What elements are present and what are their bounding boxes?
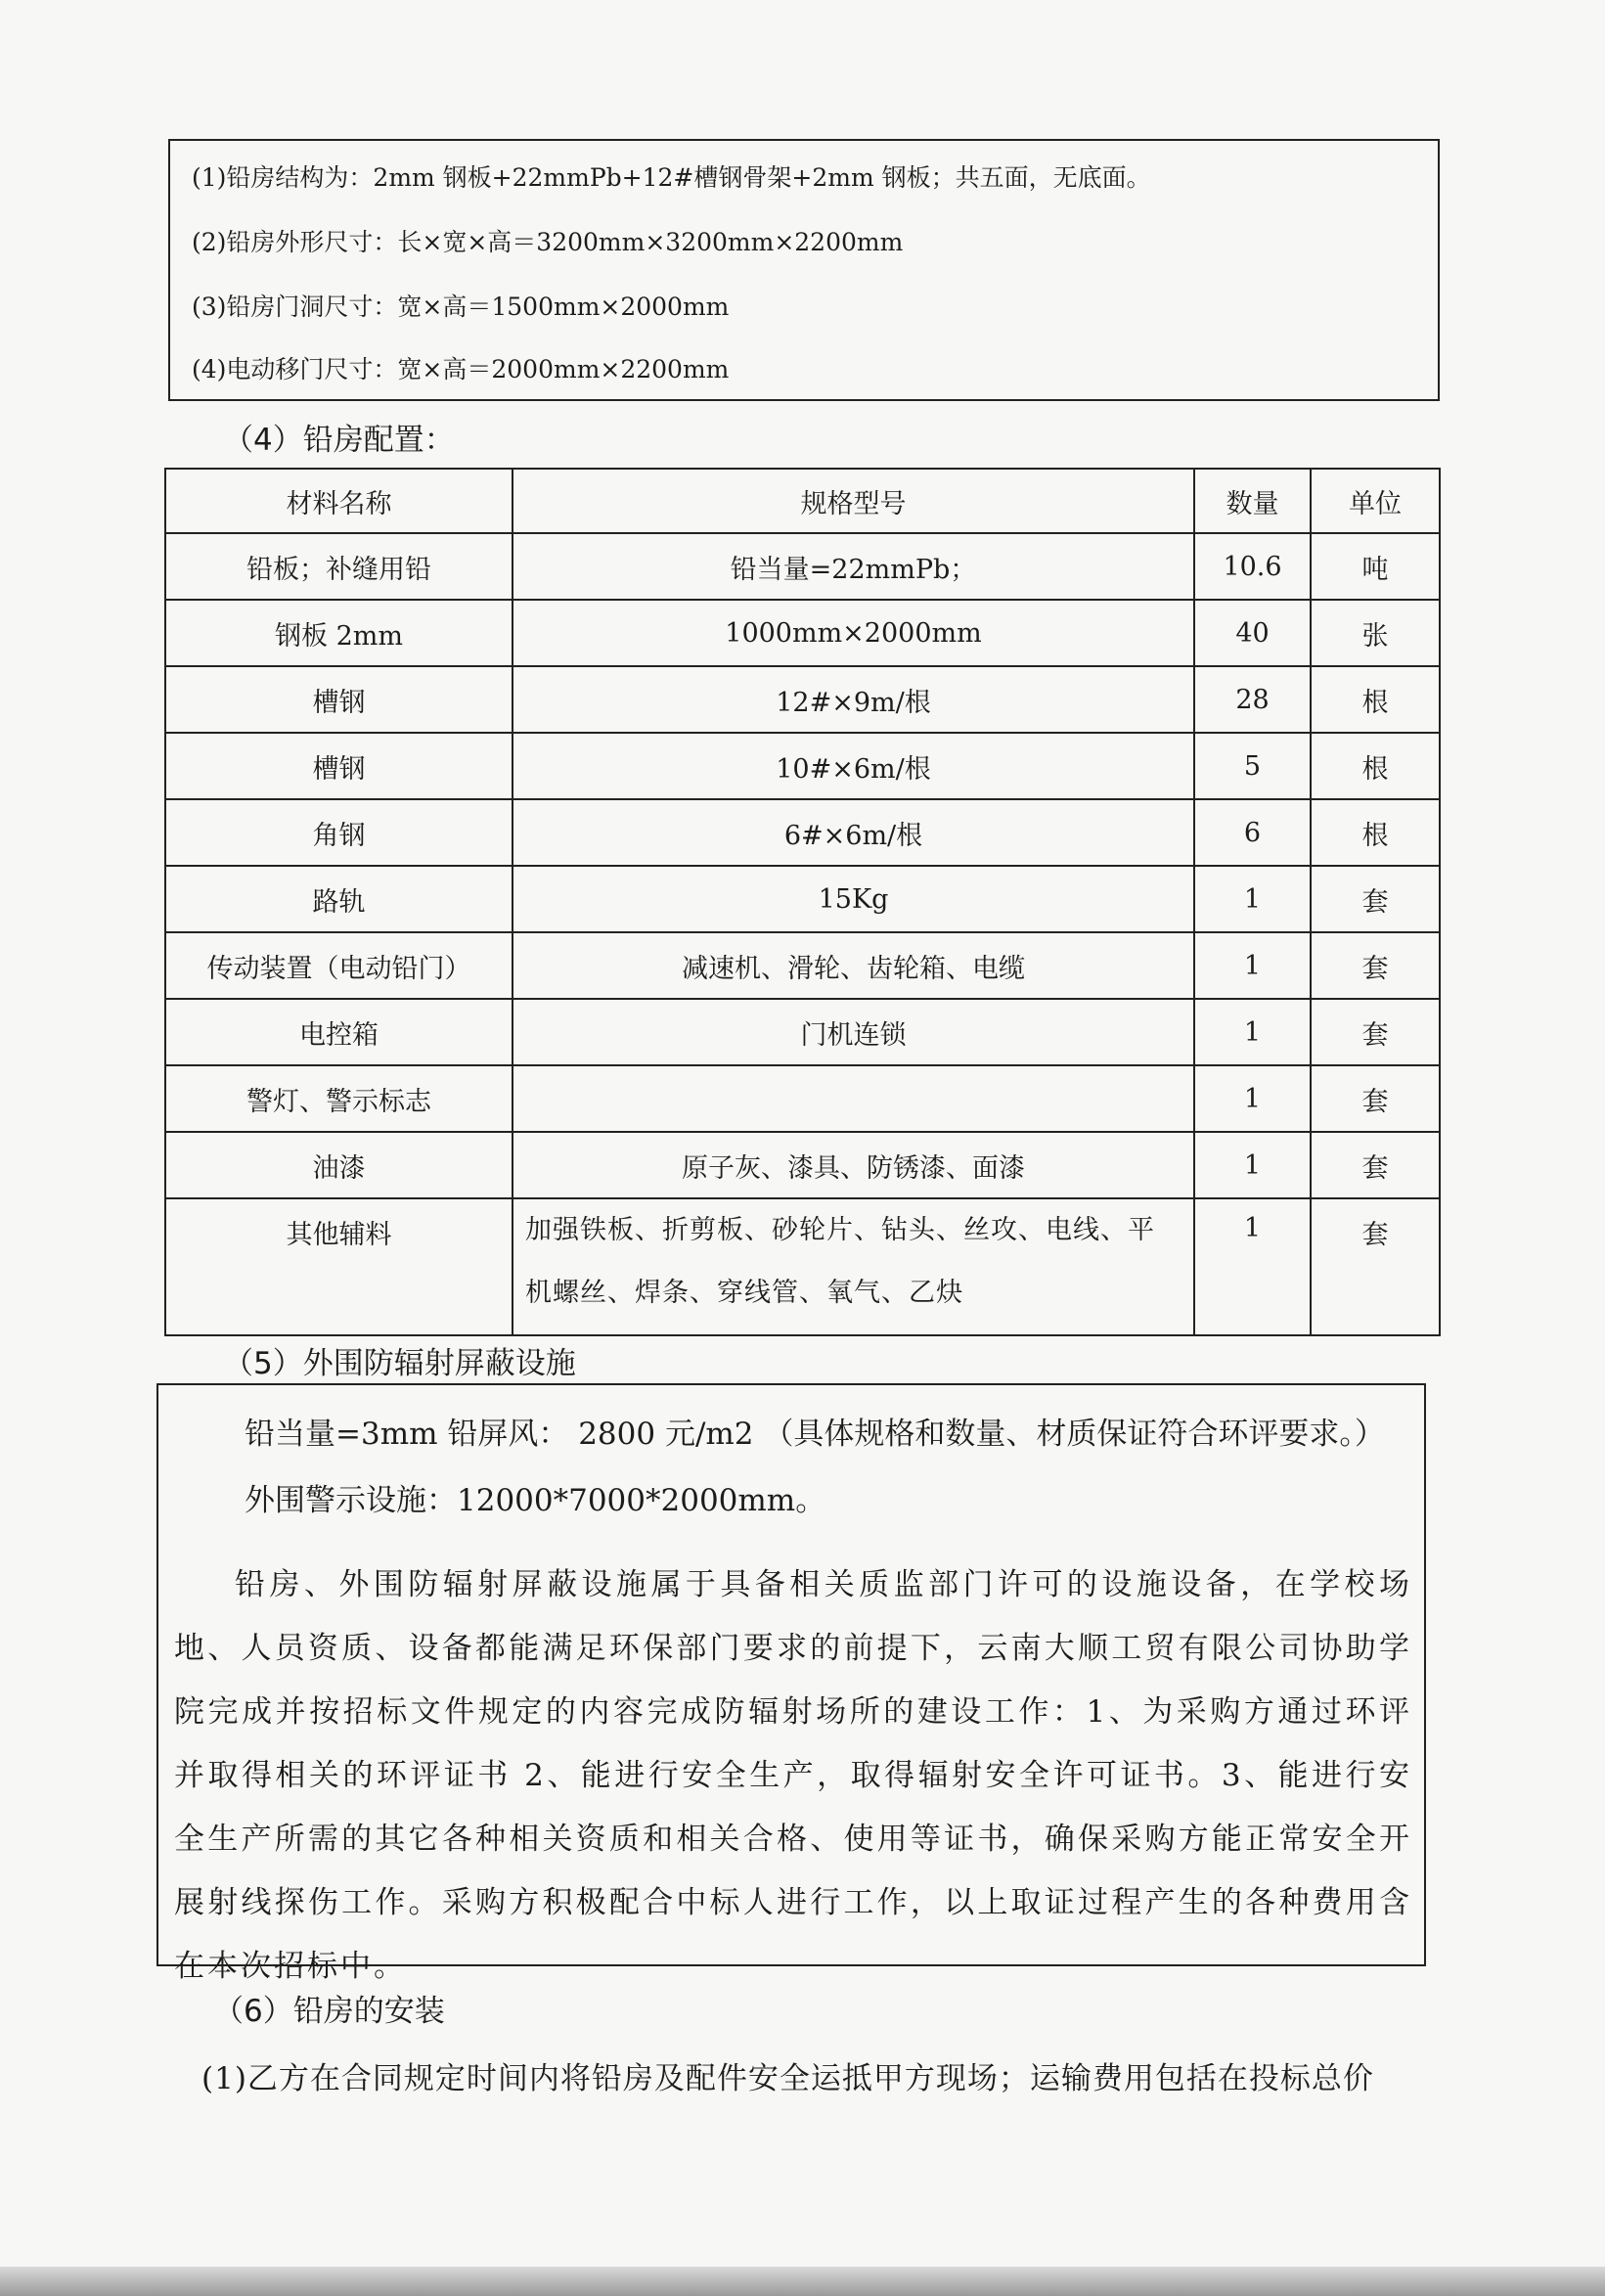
cell-spec: 减速机、滑轮、齿轮箱、电缆 <box>513 932 1194 999</box>
table-row <box>165 1198 1440 1335</box>
shielding-paragraph: 铅房、外围防辐射屏蔽设施属于具备相关质监部门许可的设施设备，在学校场地、人员资质、设备都能满足环保部门要求的前提下，云南大顺工贸有限公司协助学院完成并按招标文件规定的内容完成防辐射场所的建设工作：1、为采购方通过环评并取得相关的环评证书 2、能进行安全生产，取得辐射安全许可证书。3、能进行安全生产所需的其它各种相关资质和相关合格、使用等证书，确保采购方能正常安全开展射线探伤工作。采购方积极配合中标人进行工作，以上取证过程产生的各种费用含在本次招标中。 <box>174 1567 1412 1984</box>
cell-material: 铅板；补缝用铅 <box>165 533 513 600</box>
shielding-box <box>156 1383 1426 1984</box>
table-row <box>165 600 1440 666</box>
cell-material: 油漆 <box>165 1132 513 1198</box>
scan-edge-shadow <box>0 2267 1605 2296</box>
cell-spec: 1000mm×2000mm <box>513 600 1194 666</box>
cell-spec: 加强铁板、折剪板、砂轮片、钻头、丝攻、电线、平机螺丝、焊条、穿线管、氧气、乙炔 <box>513 1198 1194 1335</box>
structure-line-1: (1)铅房结构为：2mm 钢板+22mmPb+12#槽钢骨架+2mm 钢板；共五面，无底面。 <box>192 163 1151 192</box>
cell-unit: 根 <box>1311 666 1440 733</box>
cell-quantity: 1 <box>1194 932 1311 999</box>
cell-quantity: 10.6 <box>1194 533 1311 600</box>
cell-material: 其他辅料 <box>165 1198 513 1335</box>
cell-material: 电控箱 <box>165 999 513 1065</box>
cell-unit: 套 <box>1311 932 1440 999</box>
cell-material: 传动装置（电动铅门） <box>165 932 513 999</box>
structure-line-2: (2)铅房外形尺寸：长×宽×高＝3200mm×3200mm×2200mm <box>192 228 904 256</box>
cell-quantity: 1 <box>1194 1065 1311 1132</box>
cell-spec <box>513 1065 1194 1132</box>
cell-unit: 套 <box>1311 1132 1440 1198</box>
structure-line-3: (3)铅房门洞尺寸：宽×高＝1500mm×2000mm <box>192 293 730 321</box>
table-row <box>165 1132 1440 1198</box>
cell-unit: 张 <box>1311 600 1440 666</box>
cell-material: 槽钢 <box>165 733 513 799</box>
installation-line-1: (1)乙方在合同规定时间内将铅房及配件安全运抵甲方现场；运输费用包括在投标总价 <box>201 2061 1374 2096</box>
cell-spec: 原子灰、漆具、防锈漆、面漆 <box>513 1132 1194 1198</box>
lead-room-config-table <box>164 468 1441 1336</box>
cell-quantity: 40 <box>1194 600 1311 666</box>
table-row <box>165 1065 1440 1132</box>
section-4-heading: （4）铅房配置： <box>223 423 455 458</box>
header-spec: 规格型号 <box>513 469 1194 533</box>
cell-material: 路轨 <box>165 866 513 932</box>
table-row <box>165 799 1440 866</box>
cell-quantity: 1 <box>1194 999 1311 1065</box>
section-5-heading: （5）外围防辐射屏蔽设施 <box>223 1346 576 1381</box>
cell-quantity: 1 <box>1194 866 1311 932</box>
cell-unit: 套 <box>1311 866 1440 932</box>
cell-material: 警灯、警示标志 <box>165 1065 513 1132</box>
cell-unit: 套 <box>1311 1198 1440 1335</box>
cell-unit: 根 <box>1311 799 1440 866</box>
cell-material: 槽钢 <box>165 666 513 733</box>
table-row <box>165 999 1440 1065</box>
header-unit: 单位 <box>1311 469 1440 533</box>
header-quantity: 数量 <box>1194 469 1311 533</box>
cell-material: 角钢 <box>165 799 513 866</box>
cell-quantity: 28 <box>1194 666 1311 733</box>
cell-unit: 根 <box>1311 733 1440 799</box>
cell-spec: 12#×9m/根 <box>513 666 1194 733</box>
table-row <box>165 866 1440 932</box>
cell-unit: 吨 <box>1311 533 1440 600</box>
table-row <box>165 533 1440 600</box>
cell-material: 钢板 2mm <box>165 600 513 666</box>
cell-unit: 套 <box>1311 999 1440 1065</box>
structure-box <box>168 139 1440 401</box>
section-6-heading: （6）铅房的安装 <box>213 1994 445 2029</box>
cell-spec: 铅当量=22mmPb； <box>513 533 1194 600</box>
cell-quantity: 5 <box>1194 733 1311 799</box>
lead-screen-line: 铅当量=3mm 铅屏风： 2800 元/m2 （具体规格和数量、材质保证符合环评要求。） <box>245 1417 1385 1452</box>
cell-spec: 10#×6m/根 <box>513 733 1194 799</box>
header-material: 材料名称 <box>165 469 513 533</box>
cell-quantity: 6 <box>1194 799 1311 866</box>
cell-quantity: 1 <box>1194 1132 1311 1198</box>
structure-line-4: (4)电动移门尺寸：宽×高＝2000mm×2200mm <box>192 355 730 383</box>
table-header-row <box>165 469 1440 533</box>
cell-spec: 6#×6m/根 <box>513 799 1194 866</box>
table-row <box>165 932 1440 999</box>
cell-unit: 套 <box>1311 1065 1440 1132</box>
table-row <box>165 666 1440 733</box>
cell-spec: 门机连锁 <box>513 999 1194 1065</box>
cell-quantity: 1 <box>1194 1198 1311 1335</box>
table-row <box>165 733 1440 799</box>
cell-spec: 15Kg <box>513 866 1194 932</box>
warning-facility-line: 外围警示设施：12000*7000*2000mm。 <box>245 1483 826 1518</box>
